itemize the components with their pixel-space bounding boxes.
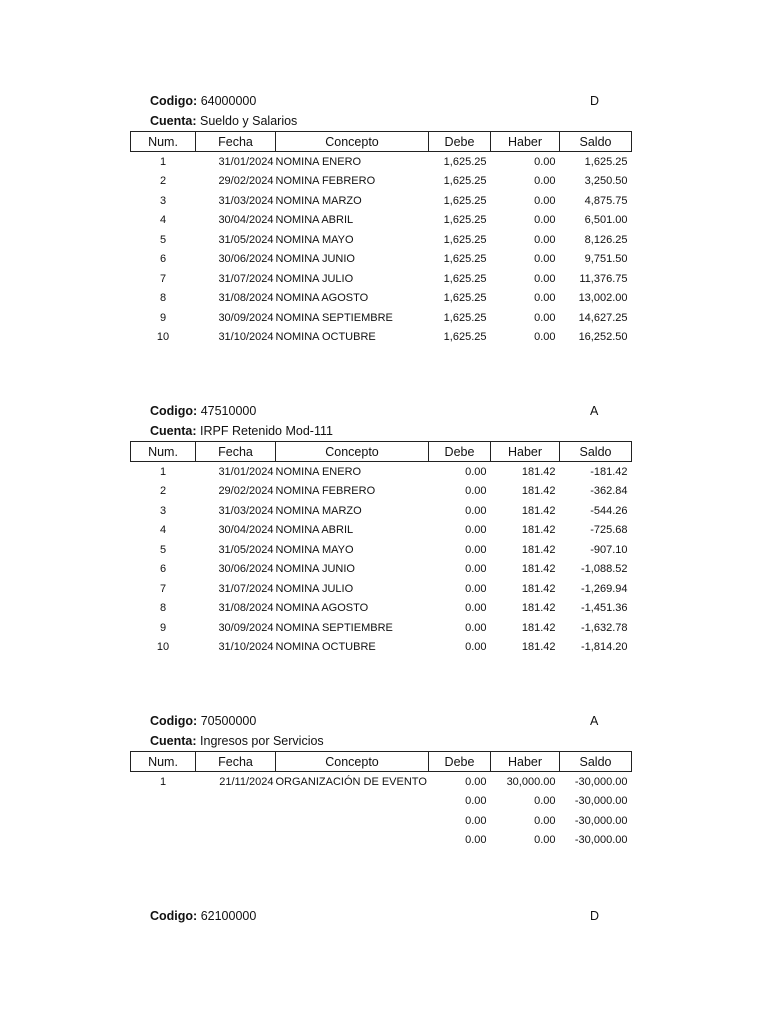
column-header: Num.	[131, 132, 196, 152]
ledger-table	[130, 751, 632, 850]
row-saldo: -30,000.00	[574, 775, 628, 788]
row-fecha: 31/10/2024	[218, 331, 274, 344]
row-saldo: -1,269.94	[581, 582, 628, 595]
row-debe: 1,625.25	[443, 331, 487, 344]
row-debe: 1,625.25	[443, 155, 487, 168]
row-debe: 0.00	[465, 834, 487, 847]
row-debe: 0.00	[465, 641, 487, 654]
row-fecha: 31/01/2024	[218, 155, 274, 168]
column-header: Haber	[491, 132, 560, 152]
codigo-line	[130, 711, 631, 731]
row-haber: 0.00	[534, 311, 556, 324]
row-debe: 0.00	[465, 563, 487, 576]
row-saldo: 9,751.50	[584, 253, 628, 266]
row-debe: 0.00	[465, 485, 487, 498]
row-debe: 1,625.25	[443, 311, 487, 324]
row-debe: 0.00	[465, 795, 487, 808]
row-num: 6	[159, 253, 167, 266]
row-debe: 1,625.25	[443, 194, 487, 207]
row-concepto: NOMINA FEBRERO	[275, 175, 376, 188]
column-header: Fecha	[196, 132, 276, 152]
row-haber: 181.42	[521, 621, 556, 634]
row-num: 4	[159, 524, 167, 537]
row-concepto: NOMINA FEBRERO	[275, 485, 376, 498]
row-fecha: 31/07/2024	[218, 272, 274, 285]
table-header-row	[131, 442, 632, 462]
column-header: Debe	[429, 442, 491, 462]
row-haber: 0.00	[534, 834, 556, 847]
row-saldo: -30,000.00	[574, 814, 628, 827]
table-row	[131, 250, 632, 270]
row-num: 3	[159, 504, 167, 517]
row-concepto: NOMINA SEPTIEMBRE	[275, 311, 393, 324]
row-num: 4	[159, 214, 167, 227]
row-haber: 0.00	[534, 331, 556, 344]
row-fecha: 31/07/2024	[218, 582, 274, 595]
row-num: 5	[159, 543, 167, 556]
row-num: 7	[159, 272, 167, 285]
row-debe: 0.00	[465, 504, 487, 517]
table-row	[131, 521, 632, 541]
row-concepto: NOMINA JULIO	[275, 582, 354, 595]
row-num: 8	[159, 292, 167, 305]
column-header: Debe	[429, 752, 491, 772]
row-haber: 0.00	[534, 292, 556, 305]
row-fecha: 30/04/2024	[218, 214, 274, 227]
cuenta-label: Cuenta:	[150, 734, 197, 748]
row-debe: 0.00	[465, 524, 487, 537]
row-haber: 0.00	[534, 155, 556, 168]
row-concepto: NOMINA MAYO	[275, 233, 354, 246]
row-concepto: NOMINA OCTUBRE	[275, 331, 376, 344]
row-fecha: 31/08/2024	[218, 292, 274, 305]
row-debe: 0.00	[465, 621, 487, 634]
row-saldo: 14,627.25	[578, 311, 628, 324]
row-num: 9	[159, 621, 167, 634]
row-num: 1	[159, 155, 167, 168]
row-haber: 181.42	[521, 524, 556, 537]
table-row	[131, 501, 632, 521]
table-row	[131, 831, 632, 851]
row-concepto: ORGANIZACIÓN DE EVENTO	[275, 775, 427, 788]
row-num: 10	[156, 641, 170, 654]
cuenta-line	[130, 111, 631, 131]
table-row	[131, 618, 632, 638]
row-concepto: NOMINA JULIO	[275, 272, 354, 285]
column-header: Haber	[491, 752, 560, 772]
row-debe: 0.00	[465, 465, 487, 478]
row-fecha	[196, 792, 276, 812]
table-row	[131, 560, 632, 580]
row-num: 10	[156, 331, 170, 344]
table-row	[131, 289, 632, 309]
account-side: D	[590, 909, 600, 923]
row-num: 9	[159, 311, 167, 324]
codigo-line	[130, 906, 631, 926]
row-saldo: -544.26	[590, 504, 628, 517]
row-debe: 0.00	[465, 602, 487, 615]
row-haber: 0.00	[534, 233, 556, 246]
table-row	[131, 811, 632, 831]
ledger-table	[130, 441, 632, 657]
column-header: Fecha	[196, 442, 276, 462]
cuenta-line	[130, 421, 631, 441]
codigo-value: 70500000	[200, 714, 257, 728]
cuenta-line	[130, 731, 631, 751]
column-header: Saldo	[560, 752, 632, 772]
row-debe: 1,625.25	[443, 175, 487, 188]
codigo-line	[130, 401, 631, 421]
table-row	[131, 540, 632, 560]
row-num: 1	[159, 465, 167, 478]
row-saldo: -725.68	[590, 524, 628, 537]
table-row	[131, 772, 632, 792]
row-fecha: 31/08/2024	[218, 602, 274, 615]
row-saldo: -362.84	[590, 485, 628, 498]
row-saldo: -181.42	[590, 465, 628, 478]
table-row	[131, 638, 632, 658]
row-saldo: 6,501.00	[584, 214, 628, 227]
row-haber: 0.00	[534, 175, 556, 188]
column-header: Num.	[131, 442, 196, 462]
row-fecha: 31/03/2024	[218, 504, 274, 517]
row-debe: 0.00	[465, 543, 487, 556]
row-concepto: NOMINA JUNIO	[275, 253, 355, 266]
row-haber: 181.42	[521, 543, 556, 556]
row-haber: 181.42	[521, 485, 556, 498]
row-concepto: NOMINA AGOSTO	[275, 292, 369, 305]
table-row	[131, 172, 632, 192]
row-fecha: 31/05/2024	[218, 543, 274, 556]
row-concepto: NOMINA ENERO	[275, 155, 362, 168]
row-haber: 0.00	[534, 214, 556, 227]
codigo-value: 47510000	[200, 404, 257, 418]
row-haber: 0.00	[534, 814, 556, 827]
row-num	[131, 811, 196, 831]
row-concepto: NOMINA JUNIO	[275, 563, 355, 576]
column-header: Fecha	[196, 752, 276, 772]
row-saldo: 8,126.25	[584, 233, 628, 246]
row-saldo: 1,625.25	[584, 155, 628, 168]
row-num: 5	[159, 233, 167, 246]
row-saldo: 11,376.75	[579, 272, 628, 285]
row-saldo: -1,451.36	[581, 602, 628, 615]
table-row	[131, 482, 632, 502]
row-saldo: -1,814.20	[581, 641, 628, 654]
row-fecha: 29/02/2024	[218, 485, 274, 498]
row-saldo: -30,000.00	[574, 795, 628, 808]
column-header: Haber	[491, 442, 560, 462]
row-haber: 181.42	[521, 602, 556, 615]
table-header-row	[131, 132, 632, 152]
row-debe: 1,625.25	[443, 253, 487, 266]
account-block	[130, 401, 631, 657]
column-header: Saldo	[560, 132, 632, 152]
account-side: A	[590, 714, 599, 728]
row-debe: 1,625.25	[443, 214, 487, 227]
row-num: 2	[159, 175, 167, 188]
cuenta-value: Ingresos por Servicios	[200, 734, 324, 748]
table-header-row	[131, 752, 632, 772]
column-header: Debe	[429, 132, 491, 152]
table-row	[131, 579, 632, 599]
row-concepto: NOMINA OCTUBRE	[275, 641, 376, 654]
table-row	[131, 792, 632, 812]
row-fecha: 30/09/2024	[218, 311, 274, 324]
codigo-value: 62100000	[200, 909, 257, 923]
row-fecha	[196, 811, 276, 831]
row-concepto	[276, 792, 429, 812]
row-fecha: 30/09/2024	[218, 621, 274, 634]
row-saldo: 13,002.00	[578, 292, 628, 305]
table-row	[131, 152, 632, 172]
column-header: Concepto	[276, 752, 429, 772]
table-row	[131, 191, 632, 211]
row-fecha: 30/04/2024	[218, 524, 274, 537]
row-fecha: 31/01/2024	[218, 465, 274, 478]
account-block	[130, 711, 631, 850]
account-side: A	[590, 404, 599, 418]
row-concepto	[276, 831, 429, 851]
row-concepto: NOMINA MARZO	[275, 194, 362, 207]
row-saldo: -30,000.00	[574, 834, 628, 847]
codigo-label: Codigo:	[150, 404, 198, 418]
row-saldo: 4,875.75	[584, 194, 628, 207]
codigo-label: Codigo:	[150, 94, 198, 108]
row-num: 8	[159, 602, 167, 615]
row-num: 7	[159, 582, 167, 595]
row-num: 1	[159, 775, 167, 788]
row-fecha: 30/06/2024	[218, 253, 274, 266]
row-debe: 0.00	[465, 814, 487, 827]
row-num: 6	[159, 563, 167, 576]
row-num	[131, 831, 196, 851]
row-concepto: NOMINA ENERO	[275, 465, 362, 478]
row-num: 3	[159, 194, 167, 207]
column-header: Saldo	[560, 442, 632, 462]
row-haber: 181.42	[521, 641, 556, 654]
row-saldo: -1,632.78	[581, 621, 628, 634]
ledger-table	[130, 131, 632, 347]
row-saldo: 3,250.50	[584, 175, 628, 188]
account-side: D	[590, 94, 600, 108]
codigo-value: 64000000	[200, 94, 257, 108]
row-haber: 0.00	[534, 795, 556, 808]
table-row	[131, 211, 632, 231]
codigo-line	[130, 91, 631, 111]
row-fecha: 31/05/2024	[218, 233, 274, 246]
row-debe: 1,625.25	[443, 233, 487, 246]
row-fecha: 31/03/2024	[218, 194, 274, 207]
row-haber: 181.42	[521, 465, 556, 478]
row-fecha: 30/06/2024	[218, 563, 274, 576]
row-haber: 181.42	[521, 563, 556, 576]
cuenta-label: Cuenta:	[150, 424, 197, 438]
row-num	[131, 792, 196, 812]
table-row	[131, 269, 632, 289]
row-saldo: -1,088.52	[581, 563, 628, 576]
row-haber: 0.00	[534, 194, 556, 207]
row-concepto: NOMINA AGOSTO	[275, 602, 369, 615]
row-haber: 181.42	[521, 582, 556, 595]
table-row	[131, 328, 632, 348]
row-concepto: NOMINA MAYO	[275, 543, 354, 556]
row-haber: 181.42	[521, 504, 556, 517]
row-concepto	[276, 811, 429, 831]
row-haber: 30,000.00	[506, 775, 556, 788]
codigo-label: Codigo:	[150, 909, 198, 923]
row-debe: 0.00	[465, 582, 487, 595]
table-row	[131, 599, 632, 619]
table-row	[131, 230, 632, 250]
row-num: 2	[159, 485, 167, 498]
row-haber: 0.00	[534, 253, 556, 266]
row-concepto: NOMINA SEPTIEMBRE	[275, 621, 393, 634]
row-saldo: -907.10	[590, 543, 628, 556]
row-haber: 0.00	[534, 272, 556, 285]
account-block	[130, 906, 631, 926]
codigo-label: Codigo:	[150, 714, 198, 728]
row-debe: 1,625.25	[443, 292, 487, 305]
cuenta-label: Cuenta:	[150, 114, 197, 128]
row-concepto: NOMINA ABRIL	[275, 524, 354, 537]
table-row	[131, 462, 632, 482]
row-fecha: 31/10/2024	[218, 641, 274, 654]
row-debe: 0.00	[465, 775, 487, 788]
account-block	[130, 91, 631, 347]
row-saldo: 16,252.50	[578, 331, 628, 344]
row-fecha: 21/11/2024	[219, 775, 274, 788]
column-header: Concepto	[276, 442, 429, 462]
row-concepto: NOMINA MARZO	[275, 504, 362, 517]
column-header: Concepto	[276, 132, 429, 152]
row-fecha: 29/02/2024	[218, 175, 274, 188]
column-header: Num.	[131, 752, 196, 772]
row-concepto: NOMINA ABRIL	[275, 214, 354, 227]
table-row	[131, 308, 632, 328]
cuenta-value: Sueldo y Salarios	[200, 114, 298, 128]
row-debe: 1,625.25	[443, 272, 487, 285]
cuenta-value: IRPF Retenido Mod-111	[200, 424, 333, 438]
row-fecha	[196, 831, 276, 851]
